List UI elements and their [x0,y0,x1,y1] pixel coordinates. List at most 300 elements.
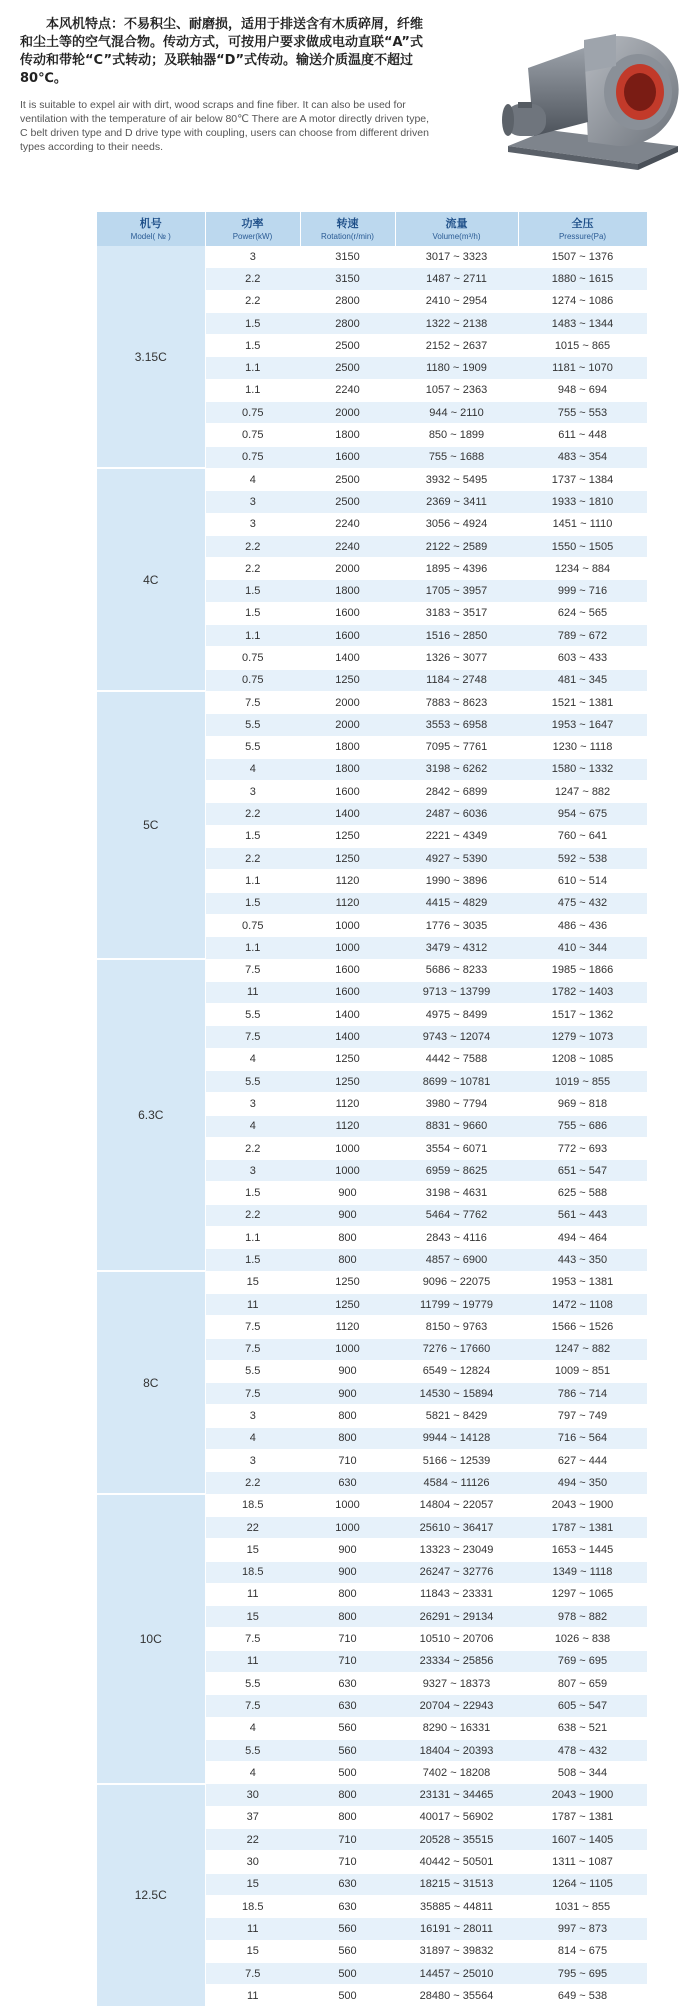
table-row [97,1494,647,1516]
pressure-cell: 1953 ~ 1647 [518,714,647,736]
volume-cell: 28480 ~ 35564 [395,1985,518,2007]
power-cell: 11 [205,1293,300,1315]
table-row [97,959,647,981]
volume-cell: 7883 ~ 8623 [395,691,518,713]
volume-cell: 40017 ~ 56902 [395,1806,518,1828]
rotation-cell: 710 [300,1450,395,1472]
header-row [97,212,647,246]
pressure-cell: 603 ~ 433 [518,647,647,669]
rotation-cell: 2000 [300,691,395,713]
rotation-cell: 500 [300,1962,395,1984]
rotation-cell: 2500 [300,357,395,379]
volume-cell: 755 ~ 1688 [395,446,518,468]
rotation-cell: 2000 [300,402,395,424]
volume-cell: 23334 ~ 25856 [395,1650,518,1672]
rotation-cell: 1600 [300,446,395,468]
rotation-cell: 800 [300,1606,395,1628]
rotation-cell: 900 [300,1182,395,1204]
volume-cell: 1326 ~ 3077 [395,647,518,669]
power-cell: 4 [205,1048,300,1070]
power-cell: 4 [205,1115,300,1137]
power-cell: 2.2 [205,1137,300,1159]
model-cell: 12.5C [97,1784,205,2007]
rotation-cell: 1000 [300,1494,395,1516]
rotation-cell: 800 [300,1427,395,1449]
rotation-cell: 2500 [300,335,395,357]
power-cell: 1.5 [205,1249,300,1271]
pressure-cell: 760 ~ 641 [518,825,647,847]
volume-cell: 26247 ~ 32776 [395,1561,518,1583]
power-cell: 7.5 [205,1026,300,1048]
rotation-cell: 1400 [300,1026,395,1048]
rotation-cell: 630 [300,1895,395,1917]
pressure-cell: 2043 ~ 1900 [518,1494,647,1516]
volume-cell: 18215 ~ 31513 [395,1873,518,1895]
pressure-cell: 1517 ~ 1362 [518,1004,647,1026]
rotation-cell: 2240 [300,379,395,401]
power-cell: 7.5 [205,691,300,713]
volume-cell: 9743 ~ 12074 [395,1026,518,1048]
pressure-cell: 772 ~ 693 [518,1137,647,1159]
volume-cell: 14457 ~ 25010 [395,1962,518,1984]
power-cell: 2.2 [205,1472,300,1494]
rotation-cell: 1800 [300,736,395,758]
rotation-cell: 1600 [300,781,395,803]
pressure-cell: 1550 ~ 1505 [518,535,647,557]
rotation-cell: 1120 [300,1093,395,1115]
intro-english-text: It is suitable to expel air with dirt, wood scraps and fine fiber. It can also be used for ventilation with the temperature of air below 80℃ There are A motor directly driven type, C belt driven type and D drive type with coupling, users can choose from different driven types according to their needs. [20,99,430,153]
volume-cell: 13323 ~ 23049 [395,1539,518,1561]
pressure-cell: 1026 ~ 838 [518,1628,647,1650]
volume-cell: 1322 ~ 2138 [395,312,518,334]
power-cell: 1.5 [205,335,300,357]
pressure-cell: 814 ~ 675 [518,1940,647,1962]
column-header-model [97,212,205,246]
volume-cell: 11799 ~ 19779 [395,1293,518,1315]
volume-cell: 5464 ~ 7762 [395,1204,518,1226]
rotation-cell: 1120 [300,870,395,892]
power-cell: 4 [205,1717,300,1739]
rotation-cell: 2000 [300,558,395,580]
power-cell: 4 [205,468,300,490]
volume-cell: 11843 ~ 23331 [395,1583,518,1605]
pressure-cell: 755 ~ 686 [518,1115,647,1137]
pressure-cell: 1015 ~ 865 [518,335,647,357]
rotation-cell: 800 [300,1405,395,1427]
volume-cell: 18404 ~ 20393 [395,1739,518,1761]
rotation-cell: 1000 [300,1338,395,1360]
power-cell: 1.1 [205,357,300,379]
power-cell: 5.5 [205,1673,300,1695]
pressure-cell: 1019 ~ 855 [518,1070,647,1092]
power-cell: 0.75 [205,446,300,468]
volume-cell: 3932 ~ 5495 [395,468,518,490]
pressure-cell: 1880 ~ 1615 [518,268,647,290]
rotation-cell: 560 [300,1940,395,1962]
volume-cell: 2410 ~ 2954 [395,290,518,312]
volume-cell: 23131 ~ 34465 [395,1784,518,1806]
volume-cell: 6959 ~ 8625 [395,1160,518,1182]
power-cell: 1.5 [205,580,300,602]
pressure-cell: 954 ~ 675 [518,803,647,825]
power-cell: 3 [205,1405,300,1427]
volume-cell: 2842 ~ 6899 [395,781,518,803]
power-cell: 7.5 [205,1316,300,1338]
power-cell: 11 [205,1918,300,1940]
power-cell: 5.5 [205,714,300,736]
rotation-cell: 1800 [300,580,395,602]
column-header-en: Model( № ) [130,231,171,241]
intro-section [0,0,700,200]
volume-cell: 2221 ~ 4349 [395,825,518,847]
pressure-cell: 592 ~ 538 [518,848,647,870]
power-cell: 15 [205,1940,300,1962]
volume-cell: 10510 ~ 20706 [395,1628,518,1650]
pressure-cell: 627 ~ 444 [518,1450,647,1472]
column-header-zh: 机号 [139,216,162,230]
pressure-cell: 999 ~ 716 [518,580,647,602]
column-header-zh: 功率 [241,216,264,230]
volume-cell: 3479 ~ 4312 [395,937,518,959]
power-cell: 37 [205,1806,300,1828]
rotation-cell: 900 [300,1383,395,1405]
power-cell: 7.5 [205,1962,300,1984]
fan-spec-table-container [97,212,647,2008]
pressure-cell: 2043 ~ 1900 [518,1784,647,1806]
model-cell: 4C [97,468,205,691]
pressure-cell: 481 ~ 345 [518,669,647,691]
volume-cell: 5166 ~ 12539 [395,1450,518,1472]
pressure-cell: 755 ~ 553 [518,402,647,424]
power-cell: 0.75 [205,647,300,669]
pressure-cell: 486 ~ 436 [518,914,647,936]
pressure-cell: 1787 ~ 1381 [518,1516,647,1538]
pressure-cell: 786 ~ 714 [518,1383,647,1405]
rotation-cell: 1000 [300,937,395,959]
volume-cell: 16191 ~ 28011 [395,1918,518,1940]
rotation-cell: 630 [300,1873,395,1895]
rotation-cell: 1250 [300,1070,395,1092]
column-header-en: Pressure(Pa) [558,231,607,241]
rotation-cell: 900 [300,1561,395,1583]
power-cell: 1.1 [205,870,300,892]
power-cell: 2.2 [205,848,300,870]
pressure-cell: 807 ~ 659 [518,1673,647,1695]
table-row [97,691,647,713]
rotation-cell: 560 [300,1918,395,1940]
power-cell: 18.5 [205,1895,300,1917]
pressure-cell: 948 ~ 694 [518,379,647,401]
pressure-cell: 624 ~ 565 [518,602,647,624]
rotation-cell: 2000 [300,714,395,736]
pressure-cell: 605 ~ 547 [518,1695,647,1717]
rotation-cell: 1250 [300,669,395,691]
rotation-cell: 1400 [300,647,395,669]
table-row [97,246,647,268]
pressure-cell: 1181 ~ 1070 [518,357,647,379]
volume-cell: 9713 ~ 13799 [395,981,518,1003]
model-cell: 8C [97,1271,205,1494]
rotation-cell: 800 [300,1583,395,1605]
power-cell: 2.2 [205,558,300,580]
pressure-cell: 1985 ~ 1866 [518,959,647,981]
power-cell: 0.75 [205,424,300,446]
pressure-cell: 1607 ~ 1405 [518,1829,647,1851]
rotation-cell: 1600 [300,602,395,624]
volume-cell: 1057 ~ 2363 [395,379,518,401]
volume-cell: 7402 ~ 18208 [395,1762,518,1784]
power-cell: 0.75 [205,669,300,691]
model-cell: 6.3C [97,959,205,1271]
volume-cell: 1180 ~ 1909 [395,357,518,379]
pressure-cell: 483 ~ 354 [518,446,647,468]
power-cell: 4 [205,758,300,780]
volume-cell: 2369 ~ 3411 [395,491,518,513]
power-cell: 4 [205,1427,300,1449]
table-row [97,1784,647,1806]
pressure-cell: 1031 ~ 855 [518,1895,647,1917]
column-header-pressure [518,212,647,246]
power-cell: 3 [205,781,300,803]
pressure-cell: 1580 ~ 1332 [518,758,647,780]
rotation-cell: 1250 [300,1293,395,1315]
column-header-zh: 流量 [445,216,468,230]
power-cell: 15 [205,1606,300,1628]
volume-cell: 1516 ~ 2850 [395,625,518,647]
pressure-cell: 797 ~ 749 [518,1405,647,1427]
pressure-cell: 1349 ~ 1118 [518,1561,647,1583]
power-cell: 1.5 [205,602,300,624]
power-cell: 3 [205,513,300,535]
column-header-en: Rotation(r/min) [321,231,374,241]
pressure-cell: 1247 ~ 882 [518,1338,647,1360]
volume-cell: 7095 ~ 7761 [395,736,518,758]
power-cell: 7.5 [205,959,300,981]
rotation-cell: 800 [300,1784,395,1806]
power-cell: 15 [205,1539,300,1561]
power-cell: 5.5 [205,1070,300,1092]
pressure-cell: 610 ~ 514 [518,870,647,892]
pressure-cell: 1653 ~ 1445 [518,1539,647,1561]
volume-cell: 2487 ~ 6036 [395,803,518,825]
pressure-cell: 611 ~ 448 [518,424,647,446]
power-cell: 2.2 [205,535,300,557]
rotation-cell: 500 [300,1762,395,1784]
power-cell: 7.5 [205,1383,300,1405]
volume-cell: 2122 ~ 2589 [395,535,518,557]
rotation-cell: 630 [300,1695,395,1717]
rotation-cell: 1000 [300,1516,395,1538]
power-cell: 5.5 [205,1004,300,1026]
pressure-cell: 1507 ~ 1376 [518,246,647,268]
power-cell: 7.5 [205,1338,300,1360]
column-header-power [205,212,300,246]
rotation-cell: 1120 [300,892,395,914]
pressure-cell: 1274 ~ 1086 [518,290,647,312]
power-cell: 2.2 [205,1204,300,1226]
volume-cell: 3980 ~ 7794 [395,1093,518,1115]
pressure-cell: 478 ~ 432 [518,1739,647,1761]
pressure-cell: 1483 ~ 1344 [518,312,647,334]
centrifugal-fan-image [488,18,688,178]
rotation-cell: 800 [300,1227,395,1249]
volume-cell: 1487 ~ 2711 [395,268,518,290]
volume-cell: 4415 ~ 4829 [395,892,518,914]
pressure-cell: 1451 ~ 1110 [518,513,647,535]
rotation-cell: 3150 [300,268,395,290]
column-header-volume [395,212,518,246]
volume-cell: 850 ~ 1899 [395,424,518,446]
power-cell: 7.5 [205,1628,300,1650]
volume-cell: 31897 ~ 39832 [395,1940,518,1962]
pressure-cell: 795 ~ 695 [518,1962,647,1984]
volume-cell: 8699 ~ 10781 [395,1070,518,1092]
rotation-cell: 630 [300,1472,395,1494]
power-cell: 1.1 [205,625,300,647]
power-cell: 1.1 [205,379,300,401]
rotation-cell: 1120 [300,1316,395,1338]
volume-cell: 14530 ~ 15894 [395,1383,518,1405]
column-header-rotation [300,212,395,246]
volume-cell: 6549 ~ 12824 [395,1360,518,1382]
volume-cell: 2843 ~ 4116 [395,1227,518,1249]
model-cell: 5C [97,691,205,959]
pressure-cell: 443 ~ 350 [518,1249,647,1271]
rotation-cell: 2500 [300,468,395,490]
rotation-cell: 710 [300,1628,395,1650]
power-cell: 1.5 [205,312,300,334]
volume-cell: 9327 ~ 18373 [395,1673,518,1695]
rotation-cell: 900 [300,1204,395,1226]
power-cell: 5.5 [205,1739,300,1761]
rotation-cell: 2240 [300,535,395,557]
power-cell: 15 [205,1873,300,1895]
volume-cell: 4584 ~ 11126 [395,1472,518,1494]
pressure-cell: 494 ~ 464 [518,1227,647,1249]
table-header [97,212,647,246]
power-cell: 22 [205,1516,300,1538]
volume-cell: 1184 ~ 2748 [395,669,518,691]
power-cell: 0.75 [205,914,300,936]
power-cell: 11 [205,981,300,1003]
power-cell: 11 [205,1985,300,2007]
pressure-cell: 769 ~ 695 [518,1650,647,1672]
volume-cell: 4927 ~ 5390 [395,848,518,870]
pressure-cell: 651 ~ 547 [518,1160,647,1182]
pressure-cell: 494 ~ 350 [518,1472,647,1494]
rotation-cell: 2800 [300,290,395,312]
column-header-en: Power(kW) [232,231,273,241]
volume-cell: 8150 ~ 9763 [395,1316,518,1338]
volume-cell: 8831 ~ 9660 [395,1115,518,1137]
power-cell: 18.5 [205,1494,300,1516]
pressure-cell: 638 ~ 521 [518,1717,647,1739]
fan-spec-table [97,212,648,2008]
volume-cell: 8290 ~ 16331 [395,1717,518,1739]
pressure-cell: 969 ~ 818 [518,1093,647,1115]
pressure-cell: 475 ~ 432 [518,892,647,914]
rotation-cell: 1000 [300,1160,395,1182]
rotation-cell: 1250 [300,825,395,847]
rotation-cell: 1120 [300,1115,395,1137]
pressure-cell: 508 ~ 344 [518,1762,647,1784]
rotation-cell: 630 [300,1673,395,1695]
power-cell: 2.2 [205,290,300,312]
power-cell: 3 [205,246,300,268]
volume-cell: 9096 ~ 22075 [395,1271,518,1293]
power-cell: 1.5 [205,825,300,847]
volume-cell: 25610 ~ 36417 [395,1516,518,1538]
rotation-cell: 2240 [300,513,395,535]
rotation-cell: 900 [300,1539,395,1561]
rotation-cell: 1000 [300,914,395,936]
volume-cell: 1990 ~ 3896 [395,870,518,892]
volume-cell: 40442 ~ 50501 [395,1851,518,1873]
volume-cell: 4975 ~ 8499 [395,1004,518,1026]
pressure-cell: 1208 ~ 1085 [518,1048,647,1070]
power-cell: 2.2 [205,268,300,290]
pressure-cell: 1737 ~ 1384 [518,468,647,490]
volume-cell: 2152 ~ 2637 [395,335,518,357]
power-cell: 3 [205,491,300,513]
rotation-cell: 1400 [300,803,395,825]
pressure-cell: 1953 ~ 1381 [518,1271,647,1293]
power-cell: 1.5 [205,892,300,914]
intro-chinese-text: 本风机特点：不易积尘、耐磨损，适用于排送含有木质碎屑，纤维和尘土等的空气混合物。传动方式，可按用户要求做成电动直联“A”式传动和带轮“C”式转动；及联轴器“D”式传动。输送介质温度不超过80℃。 [20,17,424,86]
table-body [97,246,647,2007]
model-cell: 10C [97,1494,205,1784]
pressure-cell: 716 ~ 564 [518,1427,647,1449]
pressure-cell: 1933 ~ 1810 [518,491,647,513]
rotation-cell: 500 [300,1985,395,2007]
pressure-cell: 1311 ~ 1087 [518,1851,647,1873]
pressure-cell: 1472 ~ 1108 [518,1293,647,1315]
column-header-zh: 全压 [571,216,594,230]
volume-cell: 3198 ~ 4631 [395,1182,518,1204]
column-header-en: Volume(m³/h) [432,231,481,241]
rotation-cell: 2800 [300,312,395,334]
rotation-cell: 900 [300,1360,395,1382]
power-cell: 3 [205,1093,300,1115]
rotation-cell: 1600 [300,625,395,647]
pressure-cell: 1787 ~ 1381 [518,1806,647,1828]
power-cell: 30 [205,1784,300,1806]
volume-cell: 1776 ~ 3035 [395,914,518,936]
pressure-cell: 1521 ~ 1381 [518,691,647,713]
pressure-cell: 1247 ~ 882 [518,781,647,803]
rotation-cell: 1000 [300,1137,395,1159]
volume-cell: 5686 ~ 8233 [395,959,518,981]
rotation-cell: 800 [300,1806,395,1828]
column-header-zh: 转速 [336,216,359,230]
volume-cell: 20528 ~ 35515 [395,1829,518,1851]
power-cell: 7.5 [205,1695,300,1717]
volume-cell: 9944 ~ 14128 [395,1427,518,1449]
pressure-cell: 1782 ~ 1403 [518,981,647,1003]
rotation-cell: 1600 [300,981,395,1003]
rotation-cell: 1400 [300,1004,395,1026]
pressure-cell: 625 ~ 588 [518,1182,647,1204]
pressure-cell: 997 ~ 873 [518,1918,647,1940]
volume-cell: 3183 ~ 3517 [395,602,518,624]
power-cell: 3 [205,1450,300,1472]
rotation-cell: 3150 [300,246,395,268]
power-cell: 15 [205,1271,300,1293]
power-cell: 4 [205,1762,300,1784]
volume-cell: 3198 ~ 6262 [395,758,518,780]
power-cell: 5.5 [205,736,300,758]
volume-cell: 5821 ~ 8429 [395,1405,518,1427]
